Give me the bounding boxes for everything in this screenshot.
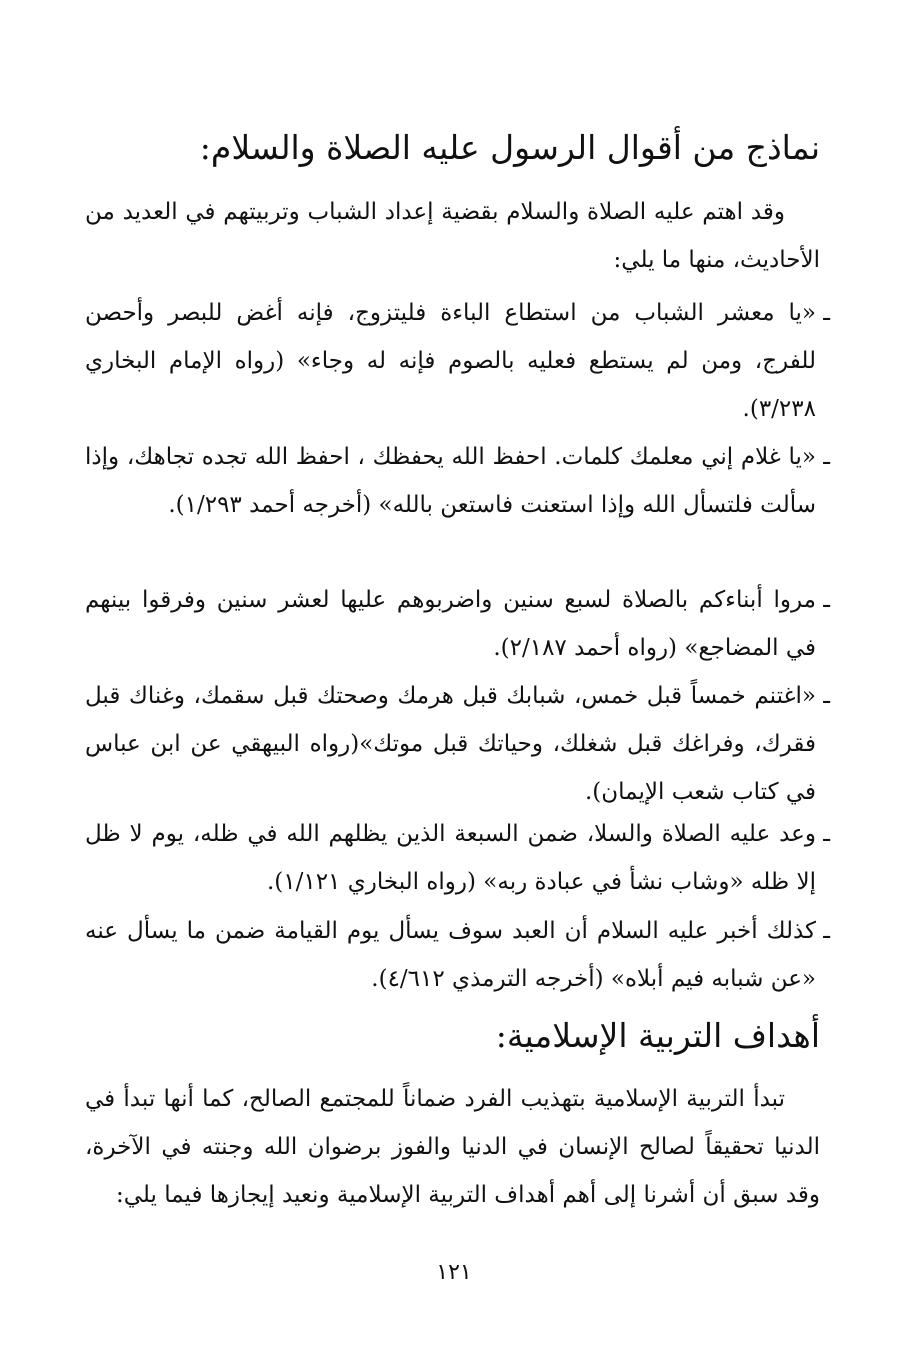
hadith-item-4 [85,672,830,816]
hadith-text: كذلك أخبر عليه السلام أن العبد سوف يسأل يوم القيامة ضمن ما يسأل عنه «عن شبابه فيم أبلاه» (أخرجه الترمذي ٤/٦١٢). [85,918,816,992]
hadith-item-1 [85,289,830,433]
closing-paragraph: تبدأ التربية الإسلامية بتهذيب الفرد ضماناً للمجتمع الصالح، كما أنها تبدأ في الدنيا تحقيقاً لصالح الإنسان في الدنيا والفوز برضوان الله وجنته في الآخرة، وقد سبق أن أشرنا إلى أهم أهداف التربية الإسلامية ونعيد إيجازها فيما يلي: [85,1086,820,1208]
hadith-text: «اغتنم خمساً قبل خمس، شبابك قبل هرمك وصحتك قبل سقمك، وغناك قبل فقرك، وفراغك قبل شغلك، وحياتك قبل موتك»(رواه البيهقي عن ابن عباس في كتاب شعب الإيمان). [85,683,816,805]
hadith-item-3 [85,576,830,672]
section-heading-prophet-sayings: نماذج من أقوال الرسول عليه الصلاة والسلام: [199,128,820,167]
hadith-item-2 [85,433,830,529]
hadith-item-6 [85,907,830,1003]
section-heading-education-goals: أهداف التربية الإسلامية: [495,1016,820,1055]
intro-paragraph: وقد اهتم عليه الصلاة والسلام بقضية إعداد الشباب وتربيتهم في العديد من الأحاديث، منها ما يلي: [85,199,820,273]
hadith-text: «يا غلام إني معلمك كلمات. احفظ الله يحفظك ، احفظ الله تجده تجاهك، وإذا سألت فلتسأل الله وإذا استعنت فاستعن بالله» (أخرجه أحمد ١/٢٩٣). [85,444,816,518]
hadith-text: مروا أبناءكم بالصلاة لسبع سنين واضربوهم عليها لعشر سنين وفرقوا بينهم في المضاجع» (رواه أحمد ٢/١٨٧). [85,587,816,661]
hadith-item-5 [85,810,830,906]
list-dash: ـ [823,683,830,709]
list-dash: ـ [823,821,830,847]
list-dash: ـ [823,918,830,944]
hadith-text: «يا معشر الشباب من استطاع الباءة فليتزوج، فإنه أغض للبصر وأحصن للفرج، ومن لم يستطع فعليه بالصوم فإنه له وجاء» (رواه الإمام البخاري ٣/٢٣٨). [85,300,816,422]
list-dash: ـ [823,444,830,470]
page-number: ١٢١ [436,1260,472,1285]
list-dash: ـ [823,587,830,613]
list-dash: ـ [823,300,830,326]
hadith-text: وعد عليه الصلاة والسلا، ضمن السبعة الذين يظلهم الله في ظله، يوم لا ظل إلا ظله «وشاب نشأ في عبادة ربه» (رواه البخاري ١/١٢١). [85,821,816,895]
